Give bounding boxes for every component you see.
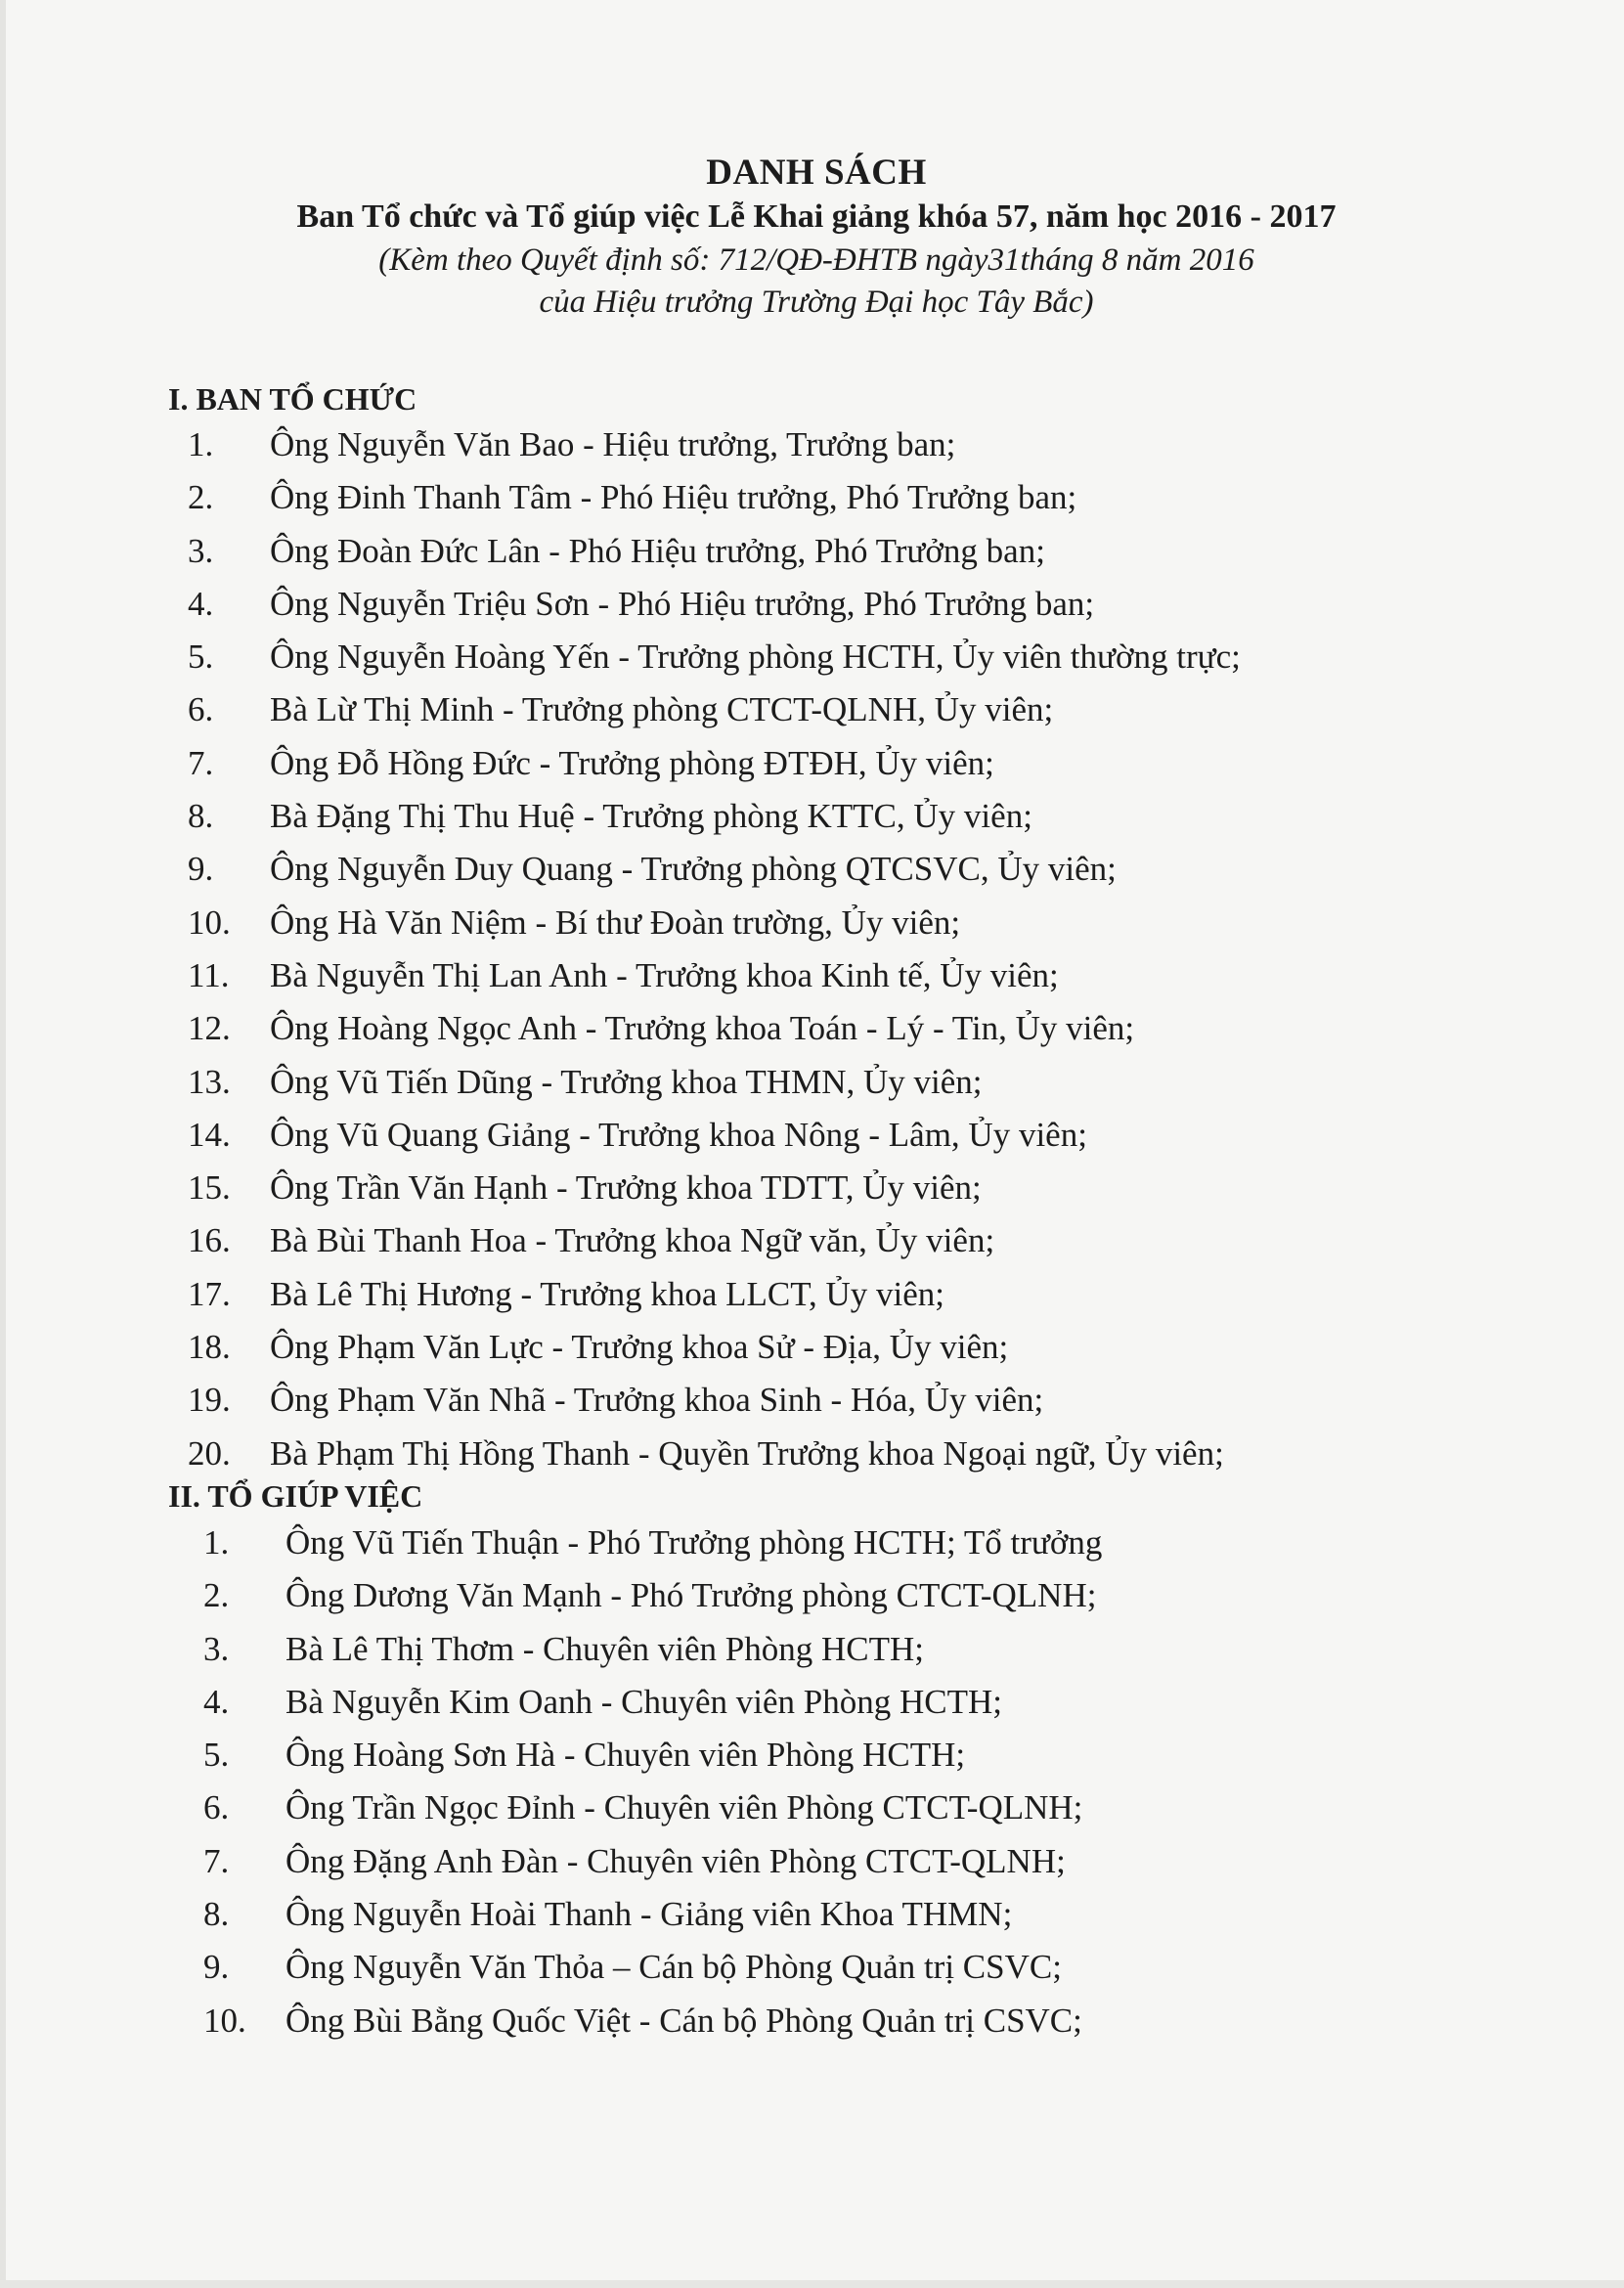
decision-reference-line-2: của Hiệu trưởng Trường Đại học Tây Bắc) — [539, 285, 1094, 320]
item-text: Ông Phạm Văn Nhã - Trưởng khoa Sinh - Hóa, Ủy viên; — [270, 1381, 1044, 1420]
item-number: 1. — [203, 1523, 230, 1562]
item-text: Bà Phạm Thị Hồng Thanh - Quyền Trưởng khoa Ngoại ngữ, Ủy viên; — [270, 1433, 1224, 1473]
item-number: 14. — [188, 1115, 231, 1154]
decision-reference-line-1: (Kèm theo Quyết định số: 712/QĐ-ĐHTB ngày31tháng 8 năm 2016 — [378, 242, 1254, 278]
item-text: Ông Đỗ Hồng Đức - Trưởng phòng ĐTĐH, Ủy viên; — [270, 743, 994, 782]
item-number: 18. — [188, 1328, 231, 1367]
item-number: 13. — [188, 1062, 231, 1101]
item-text: Ông Nguyễn Hoài Thanh - Giảng viên Khoa THMN; — [285, 1895, 1013, 1934]
item-text: Ông Vũ Quang Giảng - Trưởng khoa Nông - Lâm, Ủy viên; — [270, 1115, 1087, 1154]
item-text: Ông Vũ Tiến Dũng - Trưởng khoa THMN, Ủy viên; — [270, 1062, 983, 1101]
item-number: 4. — [203, 1682, 230, 1721]
item-number: 8. — [203, 1895, 230, 1934]
item-text: Ông Nguyễn Hoàng Yến - Trưởng phòng HCTH, Ủy viên thường trực; — [270, 638, 1241, 677]
item-number: 15. — [188, 1168, 231, 1208]
item-number: 8. — [188, 797, 214, 836]
item-number: 4. — [188, 584, 214, 623]
item-text: Ông Đoàn Đức Lân - Phó Hiệu trưởng, Phó Trưởng ban; — [270, 531, 1045, 570]
item-number: 7. — [203, 1841, 230, 1880]
item-text: Bà Đặng Thị Thu Huệ - Trưởng phòng KTTC, Ủy viên; — [270, 797, 1032, 836]
item-text: Bà Nguyễn Thị Lan Anh - Trưởng khoa Kinh tế, Ủy viên; — [270, 955, 1059, 994]
item-number: 11. — [188, 955, 230, 994]
item-text: Bà Lừ Thị Minh - Trưởng phòng CTCT-QLNH, Ủy viên; — [270, 690, 1054, 729]
item-text: Ông Trần Văn Hạnh - Trưởng khoa TDTT, Ủy viên; — [270, 1168, 982, 1208]
item-text: Bà Lê Thị Thơm - Chuyên viên Phòng HCTH; — [285, 1629, 925, 1668]
item-number: 2. — [188, 478, 214, 517]
item-number: 19. — [188, 1381, 231, 1420]
item-number: 7. — [188, 743, 214, 782]
item-number: 17. — [188, 1274, 231, 1313]
item-number: 6. — [188, 690, 214, 729]
item-number: 16. — [188, 1221, 231, 1260]
item-number: 6. — [203, 1788, 230, 1827]
item-text: Ông Trần Ngọc Đỉnh - Chuyên viên Phòng CTCT-QLNH; — [285, 1788, 1083, 1827]
item-text: Ông Hoàng Sơn Hà - Chuyên viên Phòng HCTH; — [285, 1736, 966, 1775]
item-text: Ông Vũ Tiến Thuận - Phó Trưởng phòng HCTH; Tổ trưởng — [285, 1523, 1103, 1562]
document-header — [196, 152, 1437, 324]
item-text: Ông Nguyễn Văn Bao - Hiệu trưởng, Trưởng ban; — [270, 425, 956, 463]
item-text: Ông Bùi Bằng Quốc Việt - Cán bộ Phòng Quản trị CSVC; — [285, 2001, 1082, 2040]
item-number: 5. — [188, 638, 214, 677]
item-text: Ông Đặng Anh Đàn - Chuyên viên Phòng CTCT-QLNH; — [285, 1841, 1066, 1880]
item-number: 3. — [203, 1629, 230, 1668]
section-heading-to-giup-viec: II. TỔ GIÚP VIỆC — [168, 1478, 423, 1514]
item-number: 5. — [203, 1736, 230, 1775]
item-text: Ông Nguyễn Văn Thỏa – Cán bộ Phòng Quản trị CSVC; — [285, 1948, 1062, 1987]
document-subtitle: Ban Tổ chức và Tổ giúp việc Lễ Khai giảng khóa 57, năm học 2016 - 2017 — [296, 198, 1337, 235]
item-text: Ông Hoàng Ngọc Anh - Trưởng khoa Toán - Lý - Tin, Ủy viên; — [270, 1009, 1135, 1048]
item-text: Bà Bùi Thanh Hoa - Trưởng khoa Ngữ văn, Ủy viên; — [270, 1221, 995, 1260]
item-number: 10. — [203, 2001, 246, 2040]
scan-left-edge — [0, 0, 6, 2288]
item-number: 9. — [188, 850, 214, 889]
item-number: 2. — [203, 1576, 230, 1615]
section-heading-ban-to-chuc: I. BAN TỔ CHỨC — [168, 381, 417, 417]
item-number: 10. — [188, 902, 231, 942]
item-number: 20. — [188, 1433, 231, 1473]
item-number: 12. — [188, 1009, 231, 1048]
item-number: 3. — [188, 531, 214, 570]
item-text: Bà Lê Thị Hương - Trưởng khoa LLCT, Ủy viên; — [270, 1274, 945, 1313]
item-text: Ông Đinh Thanh Tâm - Phó Hiệu trưởng, Phó Trưởng ban; — [270, 478, 1077, 517]
item-text: Ông Phạm Văn Lực - Trưởng khoa Sử - Địa, Ủy viên; — [270, 1328, 1009, 1367]
scan-bottom-edge — [0, 2280, 1624, 2288]
item-text: Ông Nguyễn Duy Quang - Trưởng phòng QTCSVC, Ủy viên; — [270, 850, 1117, 889]
item-text: Bà Nguyễn Kim Oanh - Chuyên viên Phòng HCTH; — [285, 1682, 1002, 1721]
item-number: 1. — [188, 425, 214, 463]
item-text: Ông Dương Văn Mạnh - Phó Trưởng phòng CTCT-QLNH; — [285, 1576, 1097, 1615]
item-number: 9. — [203, 1948, 230, 1987]
document-title: DANH SÁCH — [706, 153, 927, 193]
item-text: Ông Nguyễn Triệu Sơn - Phó Hiệu trưởng, Phó Trưởng ban; — [270, 584, 1095, 623]
item-text: Ông Hà Văn Niệm - Bí thư Đoàn trường, Ủy viên; — [270, 902, 961, 942]
